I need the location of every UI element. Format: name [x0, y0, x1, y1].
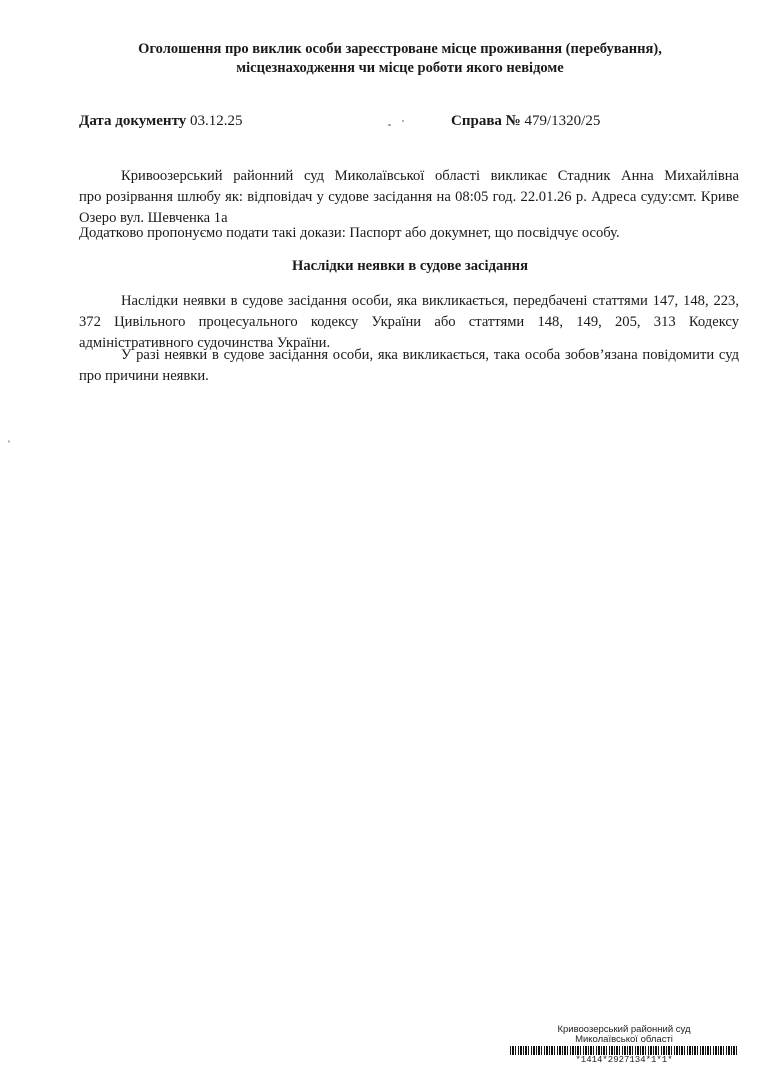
court-stamp	[508, 1024, 740, 1065]
date-label: Дата документу	[79, 113, 187, 129]
title-line-1: Оголошення про виклик особи зареєстроване місце проживання (перебування),	[138, 41, 662, 57]
barcode-graphic	[510, 1046, 738, 1055]
document-date	[79, 113, 243, 130]
case-label: Справа №	[451, 113, 521, 129]
stamp-region: Миколаївської області	[575, 1034, 673, 1045]
notice-paragraph: У разі неявки в судове засідання особи, яка викликається, така особа зобов’язана повідомити суд про причини неявки.	[79, 347, 739, 384]
scan-speck	[388, 124, 391, 126]
consequences-heading: Наслідки неявки в судове засідання	[292, 258, 528, 274]
title-line-2: місцезнаходження чи місце роботи якого невідоме	[236, 60, 564, 76]
stamp-code: *1414*2927134*1*1*	[575, 1055, 673, 1065]
stamp-court-name: Кривоозерський районний суд	[557, 1024, 691, 1035]
date-value: 03.12.25	[190, 113, 243, 129]
summons-paragraph	[79, 166, 739, 229]
document-title	[60, 40, 740, 78]
summons-line-1: Кривоозерський районний суд Миколаївської області викликає Стадник Анна Михайлівна	[121, 168, 739, 184]
summons-details: про розірвання шлюбу як: відповідач у судове засідання на 08:05 год. 22.01.26 р. Адреса суду:смт. Криве Озеро вул. Шевченка 1а	[79, 189, 739, 226]
consequences-paragraph: Наслідки неявки в судове засідання особи, яка викликається, передбачені статтями 147, 148, 223, 372 Цивільного процесуального кодексу України або статтями 148, 149, 205, 313 Кодексу адміністративного судочинства України.	[79, 293, 739, 351]
case-number	[451, 113, 600, 130]
evidence-paragraph: Додатково пропонуємо подати такі докази: Паспорт або докумнет, що посвідчує особу.	[79, 225, 620, 241]
scan-speck	[402, 120, 404, 122]
case-value: 479/1320/25	[524, 113, 601, 129]
scan-speck	[8, 440, 10, 443]
